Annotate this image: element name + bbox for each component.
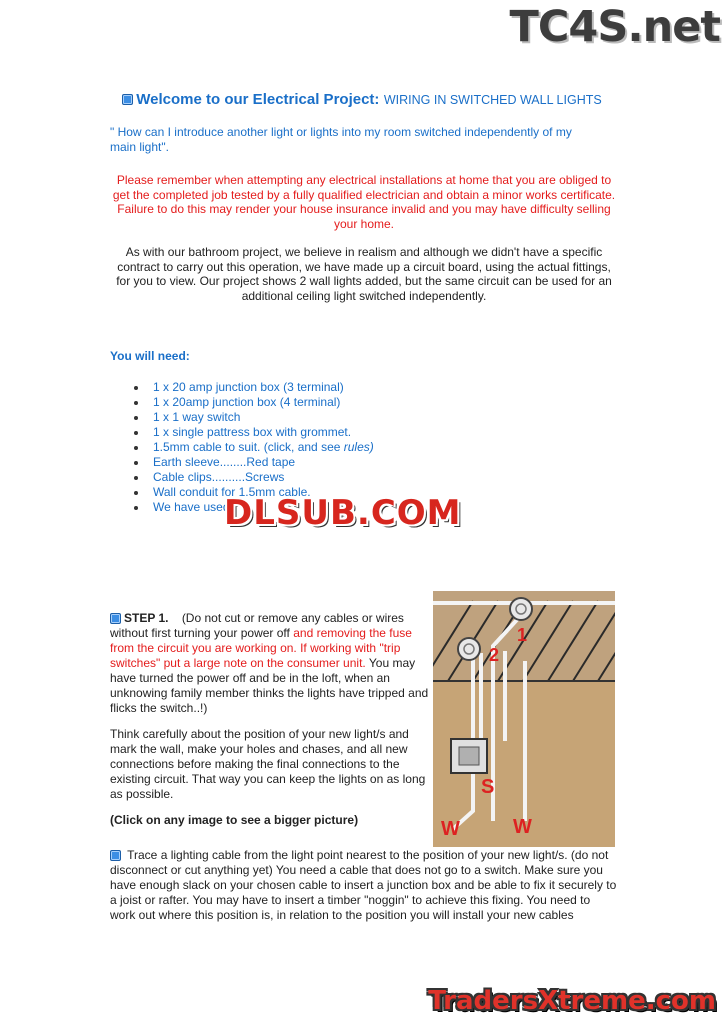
list-item: We have used xyxy=(131,500,374,515)
question-quote: " How can I introduce another light or lights into my room switched independently of my main light". xyxy=(110,125,572,154)
wiring-diagram-image xyxy=(433,591,615,847)
step1-label: STEP 1. xyxy=(124,611,169,625)
you-will-need-heading: You will need: xyxy=(110,349,190,363)
click-note: (Click on any image to see a bigger picture) xyxy=(110,813,359,827)
title-main: Welcome to our Electrical Project: xyxy=(136,91,380,108)
safety-warning: Please remember when attempting any electrical installations at home that you are obliged to get the completed job tested by a fully qualified electrician and obtain a minor works certificate. Failure to do this may render your house insurance invalid and you may have difficulty selling your home. xyxy=(112,173,616,231)
photo-label-2: 2 xyxy=(489,645,500,665)
watermark-dlsub: DLSUB.COM xyxy=(224,493,462,533)
trace-paragraph: Trace a lighting cable from the light point nearest to the position of your new light/s. (do not disconnect or cut anything yet) You need a cable that does not go to a switch. Make sure you have enough slack on your chosen cable to insert a junction box and be able to fix it securely to a joist or rafter. You may have to insert a timber "noggin" to achieve this fixing. You need to work out where this position is, in relation to the position you will install your new cables xyxy=(110,848,617,922)
photo-label-s: S xyxy=(481,776,495,798)
photo-label-1: 1 xyxy=(517,625,528,645)
list-item: 1 x 1 way switch xyxy=(131,410,374,425)
list-item: Cable clips..........Screws xyxy=(131,470,374,485)
page-title xyxy=(0,91,724,109)
step1-text-a: (Do not cut or remove any cables or wires without first turning your power off xyxy=(110,611,404,640)
blue-bullet-icon xyxy=(110,850,121,861)
step1-text-b: You may have turned the power off and be in the loft, when an unknowing family member thinks the lights have tripped and flicks the switch..!) xyxy=(110,656,429,715)
list-item: 1 x single pattress box with grommet. xyxy=(131,425,374,440)
watermark-tradersxtreme: TradersXtreme.com xyxy=(428,986,716,1016)
intro-paragraph: As with our bathroom project, we believe in realism and although we didn't have a specific contract to carry out this operation, we have made up a circuit board, using the actual fittings, for you to view. Our project shows 2 wall lights added, but the same circuit can be used for an additional ceiling light switched independently. xyxy=(116,245,612,303)
think-paragraph: Think carefully about the position of your new light/s and mark the wall, make your holes and chases, and all new connections before making the final connections to the existing circuit. That way you can keep the lights on as long as possible. xyxy=(110,727,426,801)
list-item: Wall conduit for 1.5mm cable. xyxy=(131,485,374,500)
list-item: 1 x 20 amp junction box (3 terminal) xyxy=(131,380,374,395)
wiring-photo[interactable] xyxy=(433,591,615,847)
blue-bullet-icon xyxy=(122,94,133,105)
step1-text-red: and removing the fuse from the circuit you are working on. If working with "trip switches" put a large note on the consumer unit. xyxy=(110,626,412,670)
list-item: Earth sleeve........Red tape xyxy=(131,455,374,470)
list-item: 1 x 20amp junction box (4 terminal) xyxy=(131,395,374,410)
watermark-tc4s: TC4S.net xyxy=(509,2,720,52)
title-sub: WIRING IN SWITCHED WALL LIGHTS xyxy=(383,93,602,107)
photo-label-w2: W xyxy=(513,816,532,838)
blue-bullet-icon xyxy=(110,613,121,624)
step1-paragraph xyxy=(110,611,432,716)
photo-label-w1: W xyxy=(441,818,460,840)
rules-link[interactable]: rules) xyxy=(343,440,374,454)
list-item: 1.5mm cable to suit. (click, and see rules) xyxy=(131,440,374,455)
